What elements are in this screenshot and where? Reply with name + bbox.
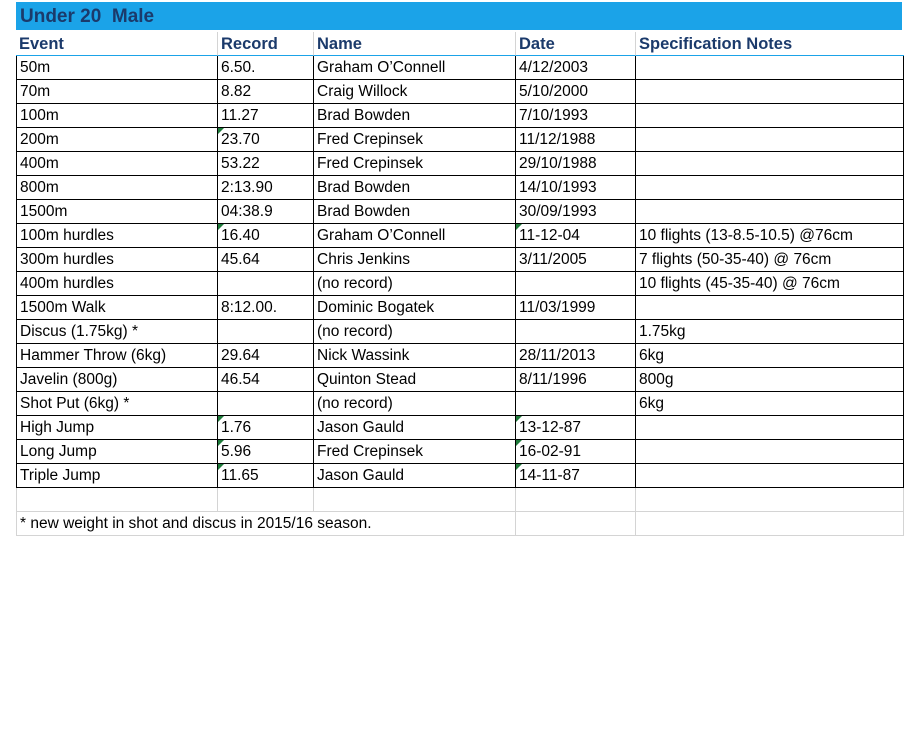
name-cell[interactable]: Brad Bowden xyxy=(314,104,516,128)
event-cell[interactable]: Discus (1.75kg) * xyxy=(16,320,218,344)
notes-cell[interactable]: 7 flights (50-35-40) @ 76cm xyxy=(636,248,904,272)
header-name[interactable]: Name xyxy=(314,32,516,56)
event-cell[interactable]: 50m xyxy=(16,56,218,80)
event-cell[interactable]: 400m hurdles xyxy=(16,272,218,296)
date-cell[interactable] xyxy=(516,320,636,344)
name-cell[interactable]: Dominic Bogatek xyxy=(314,296,516,320)
name-cell[interactable]: Jason Gauld xyxy=(314,416,516,440)
record-cell[interactable]: 53.22 xyxy=(218,152,314,176)
table-row xyxy=(16,320,904,344)
table-row xyxy=(16,224,904,248)
header-date[interactable]: Date xyxy=(516,32,636,56)
name-cell[interactable]: Craig Willock xyxy=(314,80,516,104)
name-cell[interactable]: Nick Wassink xyxy=(314,344,516,368)
table-row xyxy=(16,80,904,104)
notes-cell[interactable] xyxy=(636,56,904,80)
date-value: 13-12-87 xyxy=(519,419,582,436)
notes-cell[interactable]: 6kg xyxy=(636,392,904,416)
record-cell[interactable]: 2:13.90 xyxy=(218,176,314,200)
date-cell[interactable]: 3/11/2005 xyxy=(516,248,636,272)
event-cell[interactable]: Javelin (800g) xyxy=(16,368,218,392)
record-cell[interactable] xyxy=(218,416,314,440)
event-cell[interactable]: 400m xyxy=(16,152,218,176)
notes-cell[interactable] xyxy=(636,104,904,128)
name-cell[interactable]: Jason Gauld xyxy=(314,464,516,488)
name-cell[interactable]: Fred Crepinsek xyxy=(314,440,516,464)
table-row xyxy=(16,248,904,272)
table-row xyxy=(16,344,904,368)
date-cell[interactable] xyxy=(516,392,636,416)
header-specification-notes[interactable]: Specification Notes xyxy=(636,32,904,56)
event-cell[interactable]: 100m hurdles xyxy=(16,224,218,248)
sheet-title: Under 20 Male xyxy=(20,6,155,27)
record-cell[interactable] xyxy=(218,464,314,488)
notes-cell[interactable] xyxy=(636,80,904,104)
date-cell[interactable]: 4/12/2003 xyxy=(516,56,636,80)
date-cell[interactable]: 7/10/1993 xyxy=(516,104,636,128)
record-value: 16.40 xyxy=(221,227,260,244)
comment-marker-icon xyxy=(218,416,224,422)
event-cell[interactable]: High Jump xyxy=(16,416,218,440)
date-cell[interactable]: 28/11/2013 xyxy=(516,344,636,368)
table-row xyxy=(16,368,904,392)
notes-cell[interactable] xyxy=(636,440,904,464)
record-cell[interactable]: 8.82 xyxy=(218,80,314,104)
record-value: 23.70 xyxy=(221,131,260,148)
notes-cell[interactable] xyxy=(636,296,904,320)
notes-cell[interactable]: 1.75kg xyxy=(636,320,904,344)
name-cell[interactable]: Brad Bowden xyxy=(314,176,516,200)
table-row xyxy=(16,56,904,80)
title-bar[interactable] xyxy=(16,2,902,30)
comment-marker-icon xyxy=(516,440,522,446)
date-cell[interactable] xyxy=(516,272,636,296)
record-cell[interactable] xyxy=(218,440,314,464)
record-cell[interactable]: 46.54 xyxy=(218,368,314,392)
notes-cell[interactable]: 6kg xyxy=(636,344,904,368)
header-record[interactable]: Record xyxy=(218,32,314,56)
table-row xyxy=(16,176,904,200)
empty-cell[interactable] xyxy=(314,488,516,512)
notes-cell[interactable] xyxy=(636,176,904,200)
comment-marker-icon xyxy=(218,128,224,134)
record-cell[interactable] xyxy=(218,392,314,416)
date-cell[interactable] xyxy=(516,416,636,440)
record-value: 1.76 xyxy=(221,419,252,436)
name-cell[interactable]: Fred Crepinsek xyxy=(314,152,516,176)
date-cell[interactable]: 11/03/1999 xyxy=(516,296,636,320)
name-cell[interactable]: Quinton Stead xyxy=(314,368,516,392)
record-cell[interactable]: 11.27 xyxy=(218,104,314,128)
notes-cell[interactable]: 800g xyxy=(636,368,904,392)
record-cell[interactable]: 29.64 xyxy=(218,344,314,368)
notes-cell[interactable] xyxy=(636,152,904,176)
event-cell[interactable]: Hammer Throw (6kg) xyxy=(16,344,218,368)
record-value: 11.65 xyxy=(221,467,259,484)
table-row xyxy=(16,296,904,320)
table-row xyxy=(16,416,904,440)
footnote[interactable]: * new weight in shot and discus in 2015/16 season. xyxy=(16,512,516,536)
event-cell[interactable]: 800m xyxy=(16,176,218,200)
date-value: 14-11-87 xyxy=(519,467,580,484)
date-cell[interactable]: 29/10/1988 xyxy=(516,152,636,176)
empty-cell[interactable] xyxy=(636,512,904,536)
event-cell[interactable]: 200m xyxy=(16,128,218,152)
date-value: 11-12-04 xyxy=(519,227,580,244)
comment-marker-icon xyxy=(218,464,224,470)
table-row xyxy=(16,464,904,488)
empty-cell[interactable] xyxy=(16,488,218,512)
empty-cell[interactable] xyxy=(516,512,636,536)
name-cell[interactable]: (no record) xyxy=(314,272,516,296)
comment-marker-icon xyxy=(516,464,522,470)
record-cell[interactable]: 45.64 xyxy=(218,248,314,272)
name-cell[interactable]: Graham O’Connell xyxy=(314,56,516,80)
table-row xyxy=(16,200,904,224)
notes-cell[interactable] xyxy=(636,416,904,440)
event-cell[interactable]: 300m hurdles xyxy=(16,248,218,272)
date-cell[interactable] xyxy=(516,224,636,248)
event-cell[interactable]: Triple Jump xyxy=(16,464,218,488)
record-cell[interactable]: 6.50. xyxy=(218,56,314,80)
comment-marker-icon xyxy=(218,440,224,446)
comment-marker-icon xyxy=(516,416,522,422)
date-cell[interactable] xyxy=(516,464,636,488)
empty-row xyxy=(16,488,904,512)
comment-marker-icon xyxy=(218,224,224,230)
name-cell[interactable]: (no record) xyxy=(314,392,516,416)
date-cell[interactable] xyxy=(516,440,636,464)
name-cell[interactable]: Graham O’Connell xyxy=(314,224,516,248)
event-cell[interactable]: 70m xyxy=(16,80,218,104)
notes-cell[interactable] xyxy=(636,464,904,488)
table-row xyxy=(16,392,904,416)
record-cell[interactable] xyxy=(218,224,314,248)
header-event[interactable]: Event xyxy=(16,32,218,56)
record-value: 5.96 xyxy=(221,443,252,460)
name-cell[interactable]: Chris Jenkins xyxy=(314,248,516,272)
name-cell[interactable]: Fred Crepinsek xyxy=(314,128,516,152)
event-cell[interactable]: 1500m Walk xyxy=(16,296,218,320)
record-cell[interactable] xyxy=(218,320,314,344)
empty-cell[interactable] xyxy=(636,488,904,512)
date-cell[interactable]: 30/09/1993 xyxy=(516,200,636,224)
footnote-row xyxy=(16,512,904,536)
notes-cell[interactable]: 10 flights (45-35-40) @ 76cm xyxy=(636,272,904,296)
empty-cell[interactable] xyxy=(516,488,636,512)
date-cell[interactable]: 5/10/2000 xyxy=(516,80,636,104)
comment-marker-icon xyxy=(516,224,522,230)
name-cell[interactable]: Brad Bowden xyxy=(314,200,516,224)
record-cell[interactable]: 8:12.00. xyxy=(218,296,314,320)
notes-cell[interactable]: 10 flights (13-8.5-10.5) @76cm xyxy=(636,224,904,248)
table-row xyxy=(16,440,904,464)
notes-cell[interactable] xyxy=(636,200,904,224)
record-cell[interactable]: 04:38.9 xyxy=(218,200,314,224)
empty-cell[interactable] xyxy=(218,488,314,512)
record-cell[interactable] xyxy=(218,272,314,296)
record-cell[interactable] xyxy=(218,128,314,152)
event-cell[interactable]: 1500m xyxy=(16,200,218,224)
date-cell[interactable]: 11/12/1988 xyxy=(516,128,636,152)
event-cell[interactable]: Shot Put (6kg) * xyxy=(16,392,218,416)
event-cell[interactable]: 100m xyxy=(16,104,218,128)
name-cell[interactable]: (no record) xyxy=(314,320,516,344)
records-table xyxy=(16,32,904,536)
header-row xyxy=(16,32,904,56)
date-value: 16-02-91 xyxy=(519,443,582,460)
notes-cell[interactable] xyxy=(636,128,904,152)
table-row xyxy=(16,152,904,176)
table-row xyxy=(16,104,904,128)
table-row xyxy=(16,272,904,296)
table-row xyxy=(16,128,904,152)
date-cell[interactable]: 8/11/1996 xyxy=(516,368,636,392)
event-cell[interactable]: Long Jump xyxy=(16,440,218,464)
date-cell[interactable]: 14/10/1993 xyxy=(516,176,636,200)
